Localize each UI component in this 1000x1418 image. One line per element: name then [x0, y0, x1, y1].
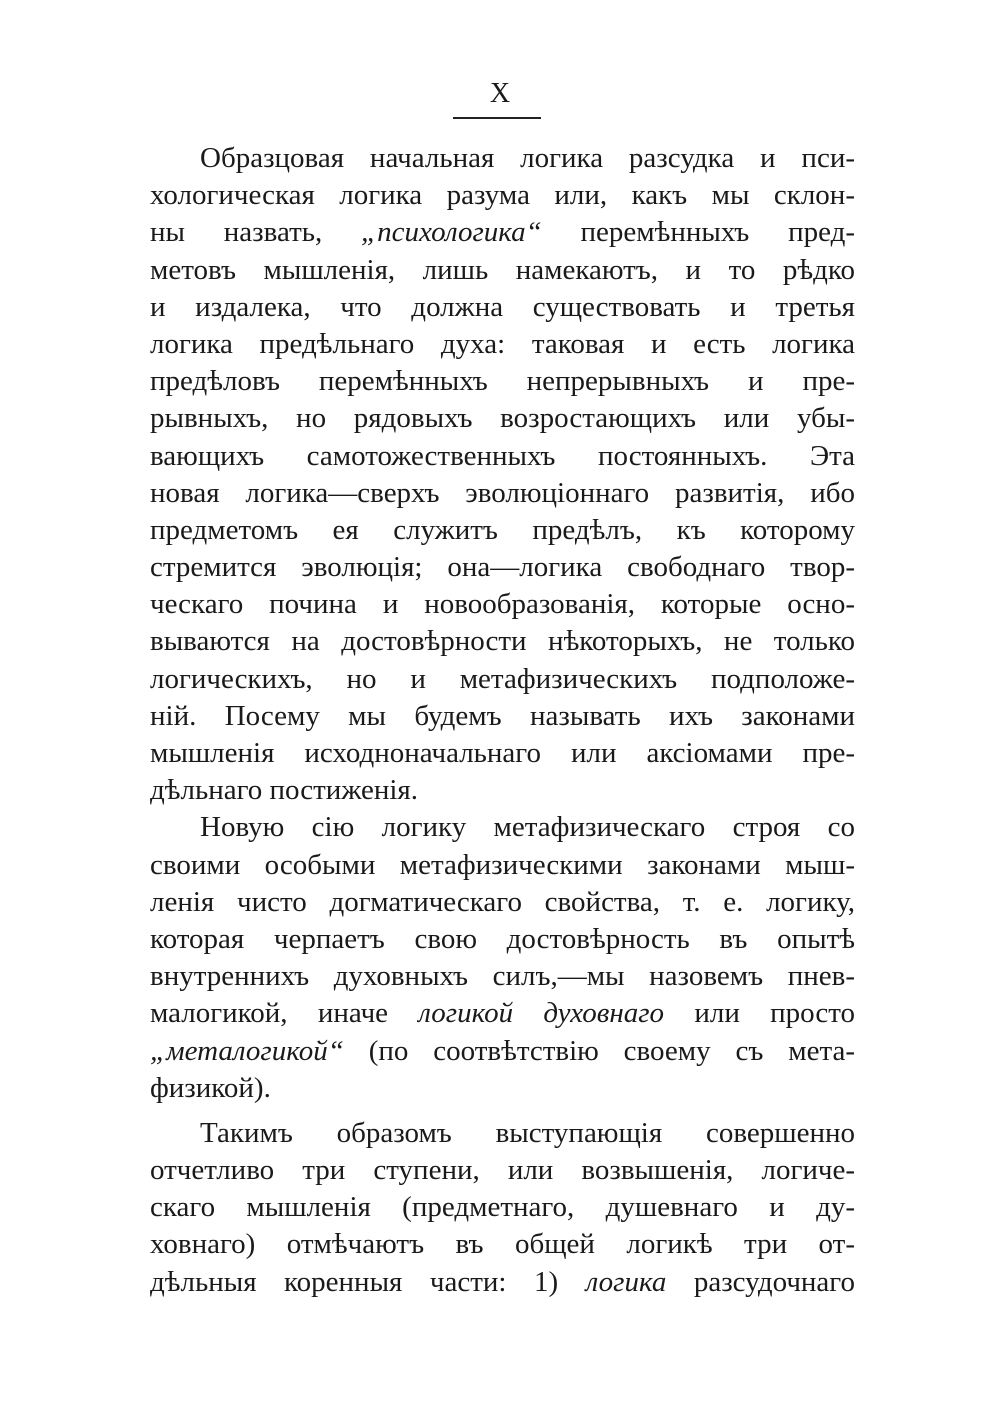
text-segment: предметомъ ея служитъ предѣлъ, къ которому — [150, 513, 855, 546]
text-segment: физикой). — [150, 1071, 271, 1104]
paragraph-gap — [150, 1107, 855, 1115]
text-segment: своими особыми метафизическими законами мыш- — [150, 848, 855, 881]
text-line — [150, 884, 855, 921]
text-line — [150, 1152, 855, 1189]
text-segment: ховнаго) отмѣчаютъ въ общей логикѣ три от- — [150, 1228, 855, 1261]
text-line — [150, 475, 855, 512]
text-segment: дѣльныя коренныя части: 1) — [150, 1265, 586, 1298]
text-segment: ны назвать, — [150, 216, 362, 249]
text-segment: (по соотвѣтствію своему съ мета- — [343, 1034, 855, 1067]
text-segment: хологическая логика разума или, какъ мы склон- — [150, 179, 855, 212]
text-line — [150, 1226, 855, 1263]
text-segment: мышленія исходноначальнаго или аксіомами пре- — [150, 737, 855, 769]
text-segment: дѣльнаго постиженія. — [150, 774, 419, 807]
text-segment: ній. Посему мы будемъ называть ихъ законами — [150, 699, 855, 732]
text-line — [150, 661, 855, 698]
italic-text: логикой духовнаго — [418, 997, 665, 1030]
text-line — [150, 586, 855, 623]
text-line — [150, 140, 855, 177]
text-segment: предѣловъ перемѣнныхъ непрерывныхъ и пре- — [150, 365, 855, 398]
text-line — [150, 735, 855, 772]
text-line — [150, 1115, 855, 1152]
text-line — [150, 1033, 855, 1070]
text-segment: или просто — [664, 997, 856, 1030]
text-line — [150, 958, 855, 995]
text-line — [150, 1189, 855, 1226]
text-line — [150, 623, 855, 660]
text-segment: Образцовая начальная логика разсудка и пси- — [200, 142, 855, 174]
text-line — [150, 698, 855, 735]
text-line — [150, 363, 855, 400]
text-segment: и издалека, что должна существовать и третья — [150, 290, 855, 323]
text-line — [150, 512, 855, 549]
text-segment: Такимъ образомъ выступающія совершенно — [200, 1116, 855, 1149]
text-line — [150, 177, 855, 214]
text-segment: вающихъ самотожественныхъ постоянныхъ. Эта — [150, 439, 855, 472]
text-line — [150, 995, 855, 1032]
paragraph — [150, 1115, 855, 1301]
text-line — [150, 809, 855, 846]
italic-text: „психологика“ — [361, 216, 542, 249]
text-segment: ленія чисто догматическаго свойства, т. е. логику, — [150, 885, 855, 918]
text-segment: метовъ мышленія, лишь намекаютъ, и то рѣдко — [150, 253, 855, 286]
text-segment: скаго мышленія (предметнаго, душевнаго и ду- — [150, 1191, 855, 1224]
text-line — [150, 252, 855, 289]
text-segment: новая логика—сверхъ эволюціоннаго развитія, ибо — [150, 476, 855, 509]
text-line — [150, 289, 855, 326]
text-line — [150, 549, 855, 586]
paragraph — [150, 140, 855, 809]
text-segment: ческаго почина и новообразованія, которые осно- — [150, 588, 855, 621]
text-segment: малогикой, иначе — [150, 997, 419, 1030]
text-segment: Новую сію логику метафизическаго строя со — [200, 811, 855, 844]
header-rule — [453, 117, 541, 119]
text-segment: рывныхъ, но рядовыхъ возростающихъ или убы- — [150, 402, 855, 435]
paragraph — [150, 809, 855, 1107]
text-segment: логика предѣльнаго духа: таковая и есть логика — [150, 327, 855, 360]
text-line — [150, 400, 855, 437]
text-segment: отчетливо три ступени, или возвышенія, логиче- — [150, 1154, 855, 1187]
text-line — [150, 772, 855, 809]
text-segment: логическихъ, но и метафизическихъ подположе- — [150, 662, 855, 695]
text-segment: разсудочнаго — [666, 1265, 855, 1298]
italic-text: логика — [585, 1265, 667, 1298]
page-number: X — [489, 78, 511, 109]
text-line — [150, 214, 855, 251]
italic-text: „металогикой“ — [150, 1034, 344, 1067]
text-segment: которая черпаетъ свою достовѣрность въ опытѣ — [150, 922, 855, 955]
text-line — [150, 847, 855, 884]
text-line — [150, 326, 855, 363]
text-segment: внутреннихъ духовныхъ силъ,—мы назовемъ пнев- — [150, 960, 855, 993]
text-line — [150, 921, 855, 958]
text-segment: перемѣнныхъ пред- — [541, 216, 856, 249]
text-line — [150, 438, 855, 475]
body-text — [150, 140, 855, 1301]
text-line — [150, 1070, 855, 1107]
text-segment: вываются на достовѣрности нѣкоторыхъ, не только — [150, 625, 855, 658]
text-segment: стремится эволюція; она—логика свободнаго твор- — [150, 551, 855, 584]
text-line — [150, 1264, 855, 1301]
